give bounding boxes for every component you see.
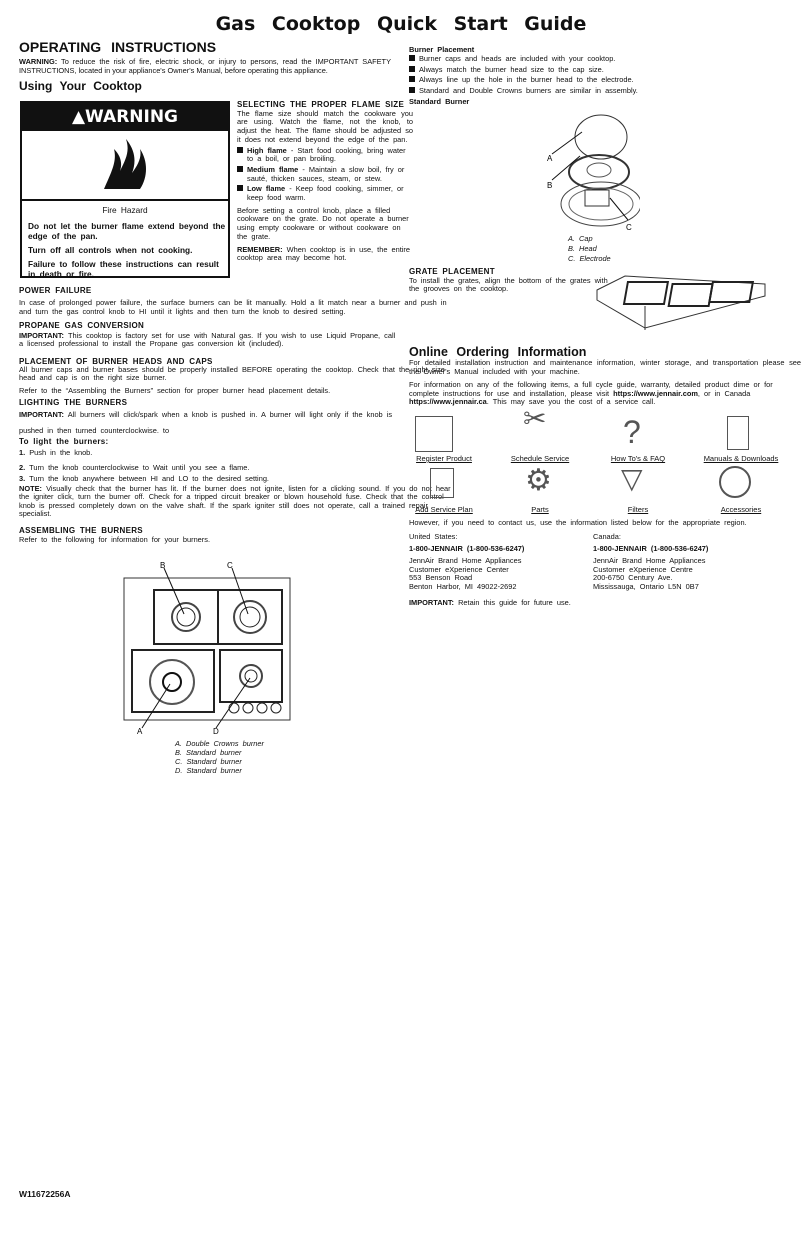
- register-icon: [415, 416, 453, 452]
- flame-item: [237, 166, 413, 183]
- power-text: In case of prolonged power failure, the surface burners can be lit manually. Hold a lit match near a burner and push in and turn the gas control knob to HI until it lights and then turn the knob to desired setting.: [19, 298, 447, 316]
- retain-label: IMPORTANT:: [409, 598, 455, 607]
- lighting-text: All burners will click/spark when a knob is pushed in. A burner will light only if the knob is: [67, 410, 393, 420]
- online-section: [409, 345, 801, 407]
- burner_placement-items-3: Standard and Double Crowns burners are similar in assembly.: [419, 85, 638, 95]
- us-contact: [409, 533, 589, 592]
- online-p2b: , or in Canada: [697, 388, 751, 398]
- flame-items-0-label: High flame: [247, 145, 287, 155]
- burner-placement-heading: Burner Placement: [409, 45, 475, 54]
- online-p2: [409, 381, 801, 407]
- burner-legend: [568, 234, 611, 264]
- warning-label: WARNING:: [19, 57, 58, 66]
- callout-b: B: [547, 181, 553, 190]
- schedule-service-link[interactable]: Schedule Service: [510, 454, 570, 463]
- jennair-com-link[interactable]: https://www.jennair.com: [613, 388, 698, 398]
- ca-phone: 1-800-JENNAIR (1-800-536-6247): [593, 543, 709, 553]
- lighting-sub: To light the burners:: [19, 436, 109, 446]
- ca-lines-3: Mississauga, Ontario L5N 0B7: [593, 581, 699, 591]
- flame-items-1-label: Medium flame: [247, 164, 299, 174]
- propane-text: This cooktop is factory set for use with Natural gas. If you wish to use Liquid Propane, call a licensed professional to install the Propane gas conversion kit (included).: [19, 331, 396, 349]
- lighting-steps-1-t: Turn the knob counterclockwise to Wait until you see a flame.: [29, 463, 250, 473]
- placement-text: All burner caps and burner bases should be properly installed BEFORE operating the cooktop. Check that the right size head and cap is on the right size burner.: [19, 365, 445, 383]
- flame-remember: [237, 246, 413, 263]
- operating-warning: [19, 57, 391, 75]
- grate-section: [409, 268, 619, 294]
- page-title: Gas Cooktop Quick Start Guide: [215, 13, 587, 35]
- lighting-step: [19, 464, 459, 472]
- warning-box: [20, 101, 230, 278]
- lighting-heading: LIGHTING THE BURNERS: [19, 397, 128, 407]
- lighting-text2: pushed in then turned counterclockwise. to: [19, 425, 170, 435]
- parts-link[interactable]: Parts: [531, 505, 549, 514]
- lighting-label: IMPORTANT:: [19, 410, 65, 420]
- fire-icon: [22, 131, 228, 197]
- burner_placement-items-1: Always match the burner head size to the cap size.: [419, 64, 604, 74]
- document-icon: [430, 468, 454, 498]
- callout-d: D: [213, 727, 219, 736]
- cooktop-top-diagram: [120, 560, 310, 740]
- warning-line: Turn off all controls when not cooking.: [28, 245, 193, 255]
- callout-b: B: [160, 561, 166, 570]
- assembling-legend: [175, 739, 264, 775]
- operating-heading: OPERATING INSTRUCTIONS: [19, 39, 217, 55]
- flame-items-2-label: Low flame: [247, 184, 286, 194]
- ca-lines-2: 200-6750 Century Ave.: [593, 573, 673, 583]
- online-p2c: . This may save you the cost of a service call.: [486, 397, 656, 407]
- burner_placement-legend-0: A. Cap: [568, 234, 593, 243]
- propane-heading: PROPANE GAS CONVERSION: [19, 320, 145, 330]
- burner_placement-items-0: Burner caps and heads are included with your cooktop.: [419, 54, 616, 63]
- propane-text: [19, 332, 399, 349]
- standard-burner-heading: Standard Burner: [409, 97, 470, 106]
- lighting-text: [19, 411, 399, 419]
- assembling-legend-0: A. Double Crowns burner: [175, 739, 264, 748]
- burner-placement: [409, 45, 799, 108]
- add-service-plan-link[interactable]: Add Service Plan: [415, 505, 473, 514]
- ca-label: Canada:: [593, 532, 621, 541]
- grate-diagram: [595, 270, 770, 338]
- flame-items-2-text: - Keep food cooking, simmer, or keep food warm.: [247, 184, 404, 203]
- placement-item: [409, 86, 799, 97]
- contact-text: However, if you need to contact us, use the information listed below for the appropriate region.: [409, 518, 747, 527]
- flame-items-1-text: - Maintain a slow boil, fry or sauté, thicken sauces, steam, or stew.: [247, 164, 405, 183]
- burner_placement-legend-2: C. Electrode: [568, 254, 611, 263]
- flame-before: Before setting a control knob, place a filled cookware on the grate. Do not operate a burner using empty cookware or without cookware on the grate.: [237, 205, 409, 241]
- assembling-heading: ASSEMBLING THE BURNERS: [19, 526, 143, 536]
- gear-icon: ⚙: [525, 464, 552, 497]
- retain-note: [409, 598, 571, 607]
- callout-a: A: [137, 727, 143, 736]
- hazard-title: Fire Hazard: [102, 205, 148, 215]
- lighting-note: Visually check that the burner has lit. If the burner does not ignite, listen for a clicking sound. If you do not hear the igniter click, turn the burner off. Check for a tripped circuit breaker or blown household fuse. Check that the control knob is pressed completely down on the valve shaft. If the spark igniter still does not operate, call a trained repair specialist.: [19, 484, 451, 518]
- flame-item: [237, 185, 413, 202]
- us-lines-2: 553 Benson Road: [409, 573, 473, 583]
- placement-item: [409, 54, 799, 65]
- warning-header: [22, 103, 228, 131]
- register-product-link[interactable]: Register Product: [416, 454, 472, 463]
- assembling-legend-2: C. Standard burner: [175, 757, 242, 766]
- ca-lines-1: Customer eXperience Centre: [593, 564, 693, 574]
- flame-remember_text: When cooktop is in use, the entire cooktop area may become hot.: [237, 244, 410, 263]
- propane-label: IMPORTANT:: [19, 331, 65, 341]
- us-phone: 1-800-JENNAIR (1-800-536-6247): [409, 543, 525, 553]
- manual-icon: [727, 416, 749, 450]
- grate-heading: GRATE PLACEMENT: [409, 267, 495, 276]
- placement-refer: Refer to the “Assembling the Burners” section for proper burner head placement details.: [19, 385, 331, 395]
- burner_placement-items-2: Always line up the hole in the burner head to the electrode.: [419, 75, 634, 84]
- us-lines-1: Customer eXperience Center: [409, 564, 509, 574]
- retain-text: Retain this guide for future use.: [458, 598, 571, 607]
- jennair-ca-link[interactable]: https://www.jennair.ca: [409, 397, 487, 407]
- lighting-steps-0-n: 1.: [19, 448, 26, 458]
- flame-remember_label: REMEMBER:: [237, 244, 283, 254]
- callout-a: A: [547, 154, 553, 163]
- placement-item: [409, 75, 799, 86]
- lighting-steps-2-t: Turn the knob anywhere between HI and LO to the desired setting.: [29, 473, 269, 483]
- lighting-steps-0-t: Push in the knob.: [29, 448, 93, 458]
- us-lines-0: JennAir Brand Home Appliances: [409, 556, 522, 566]
- assembling-legend-3: D. Standard burner: [175, 766, 242, 775]
- flame-section: [237, 101, 413, 263]
- ca-contact: [593, 533, 793, 592]
- flame-heading: SELECTING THE PROPER FLAME SIZE: [237, 100, 405, 109]
- placement-item: [409, 65, 799, 76]
- filter-icon: ▽: [621, 463, 643, 494]
- online-heading: Online Ordering Information: [409, 345, 587, 359]
- warning-line: Do not let the burner flame extend beyond the edge of the pan.: [28, 221, 226, 241]
- using-heading: Using Your Cooktop: [19, 79, 142, 93]
- assembling-text: Refer to the following for information for your burners.: [19, 534, 210, 544]
- burner_placement-legend-1: B. Head: [568, 244, 597, 253]
- online-p1: For detailed installation instruction and maintenance information, winter storage, and transportation please see the Owner's Manual included with your machine.: [409, 358, 801, 376]
- callout-c: C: [626, 223, 632, 232]
- callout-c: C: [227, 561, 233, 570]
- lighting-steps-1-n: 2.: [19, 463, 26, 473]
- manuals-link[interactable]: Manuals & Downloads: [703, 454, 779, 463]
- warning-text: To reduce the risk of fire, electric shock, or injury to persons, read the IMPORTANT SAFETY INSTRUCTIONS, located in your appliance's Owner's Manual, before operating this appliance.: [19, 57, 392, 75]
- power-heading: POWER FAILURE: [19, 286, 92, 295]
- us-lines-3: Benton Harbor, MI 49022-2692: [409, 581, 517, 591]
- service-links: [405, 403, 779, 518]
- lighting-note_label: NOTE:: [19, 484, 42, 494]
- lighting-steps-2-n: 3.: [19, 473, 26, 483]
- ca-lines-0: JennAir Brand Home Appliances: [593, 556, 706, 566]
- standard-burner-diagram: [540, 108, 640, 236]
- flame-items-0-text: - Start food cooking, bring water to a boil, or pan broiling.: [247, 145, 406, 164]
- warning-header-text: WARNING: [85, 107, 179, 127]
- filters-link[interactable]: Filters: [627, 505, 649, 514]
- hose-icon: [719, 466, 751, 498]
- assembling-legend-1: B. Standard burner: [175, 748, 242, 757]
- flame-item: [237, 147, 413, 164]
- tools-icon: ✂: [523, 403, 547, 434]
- us-label: United States:: [409, 532, 458, 541]
- flame-intro: The flame size should match the cookware you are using. Watch the flame, not the knob, to adjust the heat. The flame should be adjusted so it does not extend beyond the edge of the pan.: [237, 108, 413, 144]
- placement-heading: PLACEMENT OF BURNER HEADS AND CAPS: [19, 356, 213, 366]
- howto-faq-link[interactable]: How To's & FAQ: [610, 454, 666, 463]
- warning-line: Failure to follow these instructions can result in death or fire.: [28, 259, 219, 279]
- online-p2a: For information on any of the following items, a full cycle guide, warranty, detailed product dime or for complete instructions for use and installation, please visit: [409, 380, 773, 398]
- question-icon: ?: [623, 414, 641, 450]
- footer-code: W11672256A: [19, 1189, 71, 1199]
- grate-text: To install the grates, align the bottom of the grates with the grooves on the cooktop.: [409, 275, 608, 293]
- lighting-step: [19, 475, 459, 483]
- warning-triangle-icon: ▲: [71, 107, 86, 127]
- accessories-link[interactable]: Accessories: [720, 505, 762, 514]
